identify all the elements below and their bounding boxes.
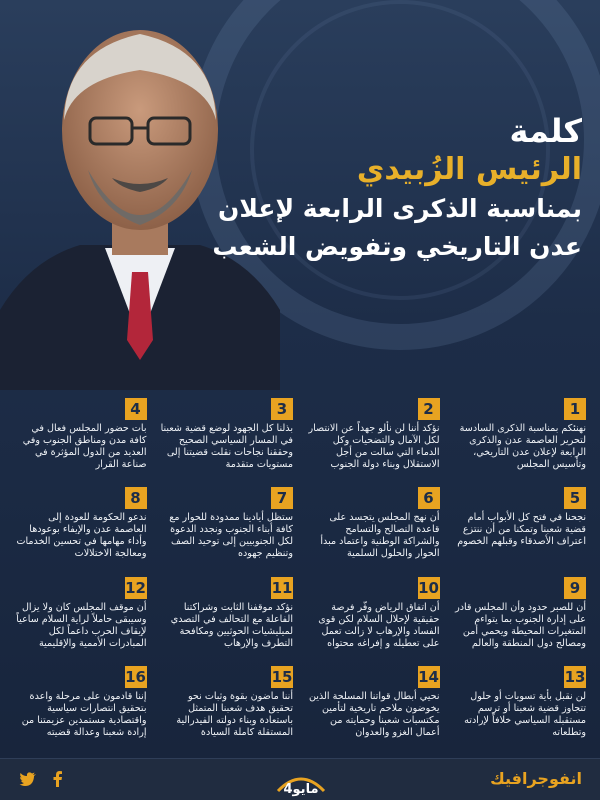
point-number: 1 bbox=[564, 398, 586, 420]
point-number: 6 bbox=[418, 487, 440, 509]
point-number: 12 bbox=[125, 578, 146, 597]
point-5 bbox=[450, 487, 591, 574]
point-number: 5 bbox=[564, 487, 586, 509]
point-text: أننا ماضون بقوة وثبات نحو تحقيق هدف شعبنا المتمثل باستعادة وبناء دولته الفيدرالية المستقلة كاملة السيادة bbox=[176, 690, 293, 738]
point-text: نؤكد موقفنا الثابت وشراكتنا الفاعلة مع التحالف في التصدي لميليشيات الحوثيين ومكافحة التطرف والإرهاب bbox=[170, 601, 293, 649]
point-3 bbox=[157, 398, 298, 485]
logo-text: 4مايو bbox=[283, 782, 319, 797]
header bbox=[0, 0, 600, 390]
point-text: أن موقف المجلس كان ولا يزال وسيبقى حاملاً لراية السلام ساعياً لإيقاف الحرب داعماً لكل المبادرات الأممية والإقليمية bbox=[16, 601, 147, 649]
point-text: أن اتفاق الرياض وفّر فرصة حقيقية لإحلال السلام لكن قوى الفساد والإرهاب لا زالت تعمل على تعطيله و إفراغه محتواه bbox=[318, 601, 440, 649]
point-text: ستظل أيادينا ممدودة للحوار مع كافة أبناء الجنوب ونجدد الدعوة لكل الجنوبيين إلى توحيد الصف وتنظيم جهوده bbox=[169, 512, 293, 560]
point-text: لن نقبل بأية تسويات أو حلول تتجاوز قضية شعبنا أو ترسم مستقبله السياسي خلافاً لإرادته وتطلعاته bbox=[464, 690, 586, 738]
point-text: بذلنا كل الجهود لوضع قضية شعبنا في المسار السياسي الصحيح وحققنا نجاحات نقلت قضيتنا إلى مستويات متقدمة bbox=[160, 423, 293, 470]
point-text: ندعو الحكومة للعودة إلى العاصمة عدن والإيفاء بوعودها وأداء مهامها في تحسين الخدمات ومعالجة الاختلالات bbox=[16, 512, 147, 560]
point-number: 11 bbox=[271, 578, 293, 597]
point-text: نؤكد أننا لن نألو جهداً عن الانتصار لكل الآمال والتضحيات وكل الدماء التي سالت من أجل الاستقلال وبناء دولة الجنوب bbox=[308, 423, 440, 470]
point-10 bbox=[303, 577, 444, 664]
point-11 bbox=[157, 577, 298, 664]
title-block bbox=[212, 112, 582, 266]
social-links bbox=[18, 769, 68, 789]
point-text: إننا قادمون على مرحلة واعدة بتحقيق انتصارات سياسية واقتصادية مستمدين عزيمتنا من إرادة شعبنا وعدالة قضيته bbox=[21, 690, 147, 738]
point-number: 16 bbox=[125, 667, 146, 686]
point-text: أن نهج المجلس يتجسد على قاعدة التصالح والتسامح والشراكة الوطنية واعتماد مبدأ الحوار والحلول السلمية bbox=[320, 512, 440, 560]
point-number: 7 bbox=[271, 487, 293, 509]
channel-logo-icon bbox=[272, 761, 330, 799]
point-text: نجحنا في فتح كل الأبواب أمام قضية شعبنا وتمكنا من أن ننتزع اعتراف الأصدقاء وقبلهم الخصوم bbox=[457, 512, 586, 548]
point-4 bbox=[10, 398, 151, 485]
point-12 bbox=[10, 577, 151, 664]
title-line-4: عدن التاريخي وتفويض الشعب bbox=[212, 232, 582, 261]
point-number: 13 bbox=[564, 667, 586, 686]
point-15 bbox=[157, 666, 298, 753]
point-number: 10 bbox=[418, 578, 439, 597]
point-2 bbox=[303, 398, 444, 485]
point-1 bbox=[450, 398, 591, 485]
point-number: 3 bbox=[271, 398, 293, 420]
title-line-3: بمناسبة الذكرى الرابعة لإعلان bbox=[218, 194, 582, 223]
point-number: 4 bbox=[125, 398, 147, 420]
point-number: 14 bbox=[418, 667, 439, 686]
point-text: نحيي أبطال قواتنا المسلحة الذين يخوضون ملاحم تاريخية لتأمين مكتسبات شعبنا وحمايته من أعمال الغزو والعدوان bbox=[308, 690, 440, 738]
facebook-icon[interactable] bbox=[48, 769, 68, 789]
points-grid bbox=[10, 398, 590, 753]
point-7 bbox=[157, 487, 298, 574]
point-16 bbox=[10, 666, 151, 753]
point-text: نهنئكم بمناسبة الذكرى السادسة لتحرير العاصمة عدن والذكرى الرابعة لإعلان عدن التاريخي، وتأسيس المجلس bbox=[459, 423, 586, 470]
point-9 bbox=[450, 577, 591, 664]
point-number: 2 bbox=[418, 398, 440, 420]
point-number: 15 bbox=[271, 667, 293, 686]
brand-label: انفوجرافيك bbox=[490, 769, 582, 788]
twitter-icon[interactable] bbox=[18, 769, 38, 789]
point-6 bbox=[303, 487, 444, 574]
title-line-2: الرئيس الزُبيدي bbox=[356, 152, 582, 187]
footer bbox=[0, 758, 600, 800]
point-text: أن للصبر حدود وأن المجلس قادر على إدارة الجنوب بما يتواءم المتغيرات المحيطة ويحمي أمن ومصالح دول المنطقة والعالم bbox=[455, 601, 586, 649]
point-13 bbox=[450, 666, 591, 753]
point-number: 9 bbox=[564, 577, 586, 599]
title-line-1: كلمة bbox=[509, 112, 582, 150]
point-number: 8 bbox=[125, 487, 147, 509]
point-14 bbox=[303, 666, 444, 753]
point-8 bbox=[10, 487, 151, 574]
point-text: بات حضور المجلس فعال في كافة مدن ومناطق الجنوب وفي العديد من الدول المؤثرة في صناعة القرار bbox=[22, 423, 147, 470]
